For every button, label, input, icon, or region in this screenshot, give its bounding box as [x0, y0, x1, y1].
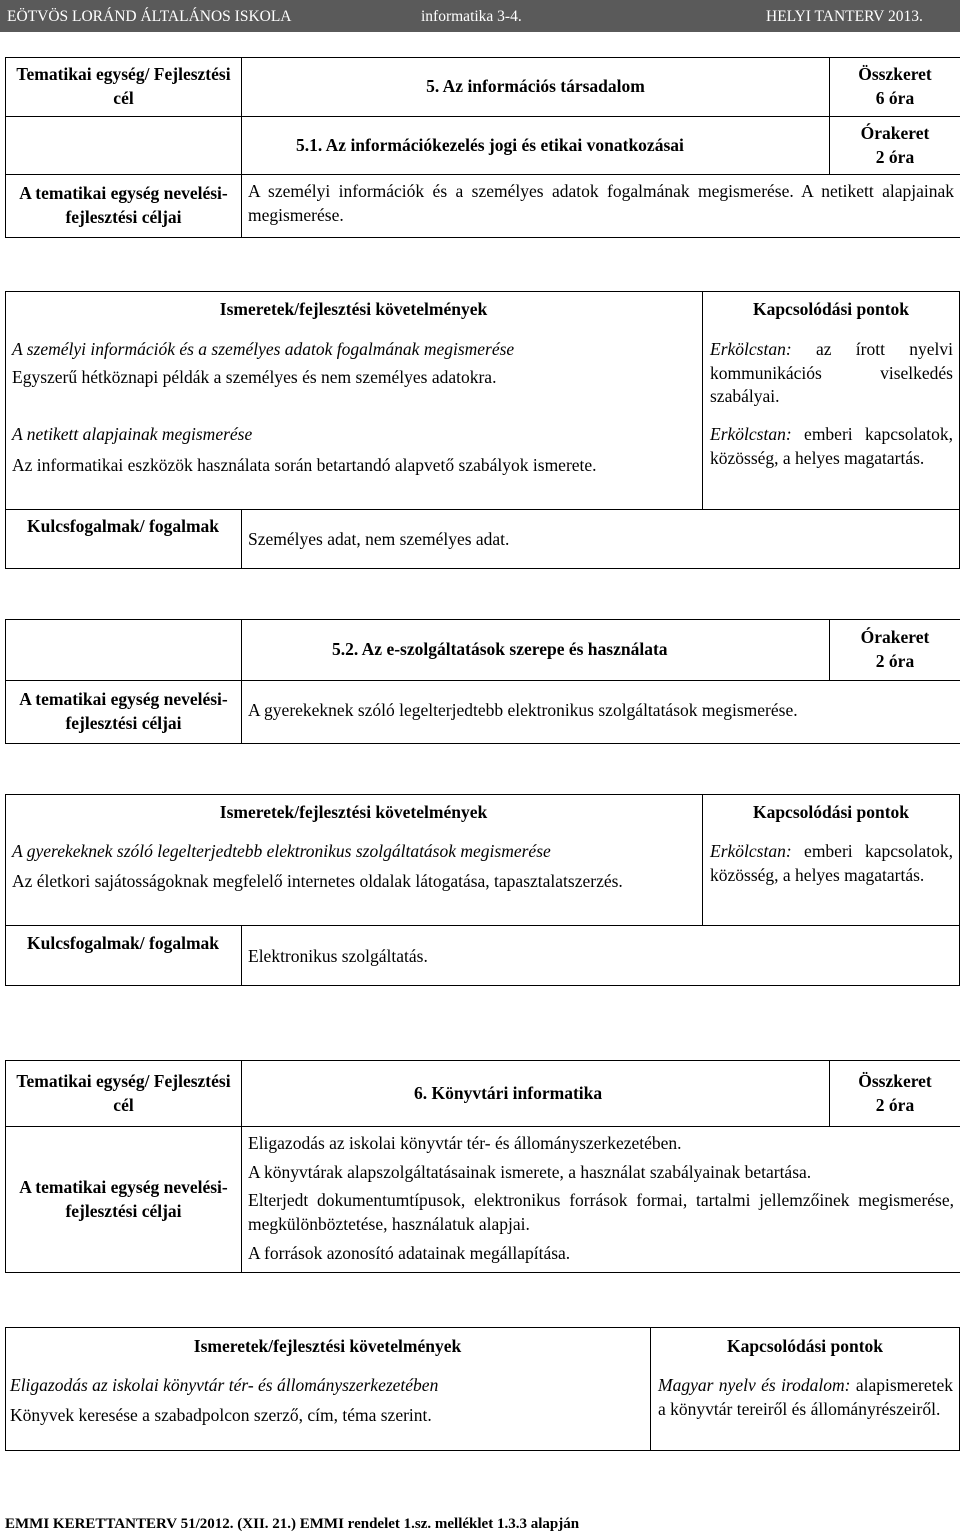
section-5-2-table — [5, 619, 960, 744]
page-footer: EMMI KERETTANTERV 51/2012. (XII. 21.) EMMI rendelet 1.sz. melléklet 1.3.3 alapján — [5, 1516, 580, 1532]
req-header: Ismeretek/fejlesztési követelmények — [219, 802, 488, 822]
goal-item: A források azonosító adatainak megállapítása. — [248, 1242, 571, 1263]
connection-item — [710, 338, 953, 409]
connection-item — [710, 840, 953, 887]
total-hours: 2 óra — [875, 1094, 915, 1115]
total-hours-cell — [830, 58, 960, 117]
section-6-table — [5, 1060, 960, 1273]
section-title: 5. Az információs társadalom — [242, 58, 830, 117]
total-label: Összkeret — [858, 1070, 932, 1091]
key-concepts-label: Kulcsfogalmak/ fogalmak — [26, 933, 220, 953]
req-item-text: Könyvek keresése a szabadpolcon szerző, cím, téma szerint. — [10, 1405, 432, 1425]
connection-subject: Magyar nyelv és irodalom: — [658, 1375, 851, 1395]
connection-text: az írott nyelvi kommunikációs viselkedés szabályai. — [710, 339, 953, 407]
subsection-title: 5.1. Az információkezelés jogi és etikai vonatkozásai — [242, 117, 830, 175]
total-hours: 6 óra — [875, 88, 915, 108]
conn-header: Kapcsolódási pontok — [752, 299, 910, 319]
conn-header: Kapcsolódási pontok — [752, 802, 910, 822]
goal-label: A tematikai egység nevelési-fejlesztési céljai — [6, 175, 242, 238]
req-item-text: Az életkori sajátosságoknak megfelelő internetes oldalak látogatása, tapasztalatszerzés. — [12, 871, 623, 891]
total-hours-cell — [830, 1061, 960, 1127]
goal-label: A tematikai egység nevelési-fejlesztési céljai — [6, 681, 242, 744]
key-concepts-text: Személyes adat, nem személyes adat. — [248, 529, 510, 549]
req-item-text: Az informatikai eszközök használata során betartandó alapvető szabályok ismerete. — [12, 455, 597, 475]
goal-text: A személyi információk és a személyes adatok fogalmának megismerése. A netikett alapjainak megismerése. — [242, 175, 960, 238]
goal-item: A könyvtárak alapszolgáltatásainak ismerete, a használat szabályainak betartása. — [248, 1161, 812, 1182]
hours-cell — [830, 117, 960, 175]
section-title: 6. Könyvtári informatika — [242, 1061, 830, 1127]
connection-text: alapismeretek a könyvtár tereiről és állományrészeiről. — [658, 1375, 953, 1419]
goal-item: Elterjedt dokumentumtípusok, elektronikus források formai, tartalmi jellemzőinek megismerése, megkülönböztetése, használatuk alapjai. — [248, 1190, 954, 1234]
req-item-title: A gyerekeknek szóló legelterjedtebb elektronikus szolgáltatások megismerése — [12, 841, 551, 861]
theme-label: Tematikai egység/ Fejlesztési cél — [6, 58, 242, 117]
key-concepts-label: Kulcsfogalmak/ fogalmak — [26, 516, 220, 536]
goal-item: Eligazodás az iskolai könyvtár tér- és állományszerkezetében. — [248, 1133, 682, 1153]
req-header: Ismeretek/fejlesztési követelmények — [219, 299, 488, 319]
goal-text: A gyerekeknek szóló legelterjedtebb elektronikus szolgáltatások megismerése. — [242, 681, 960, 744]
hours-label: Órakeret — [860, 627, 930, 648]
goal-label: A tematikai egység nevelési-fejlesztési céljai — [6, 1127, 242, 1273]
hours-value: 2 óra — [875, 651, 915, 671]
hours-value: 2 óra — [875, 146, 915, 167]
subject-label: informatika 3-4. — [421, 8, 522, 25]
goal-list — [242, 1127, 960, 1273]
conn-header: Kapcsolódási pontok — [726, 1336, 884, 1356]
req-item-title: A személyi információk és a személyes adatok fogalmának megismerése — [12, 339, 515, 359]
hours-cell — [830, 620, 960, 681]
connection-subject: Erkölcstan: — [710, 424, 792, 444]
connection-subject: Erkölcstan: — [710, 339, 792, 359]
connection-text: emberi kapcsolatok, közösség, a helyes magatartás. — [710, 424, 953, 468]
section-5-header-table — [5, 57, 960, 238]
req-item-title: Eligazodás az iskolai könyvtár tér- és állományszerkezetében — [10, 1375, 439, 1395]
req-item-title: A netikett alapjainak megismerése — [12, 424, 253, 444]
connection-subject: Erkölcstan: — [710, 841, 792, 861]
total-label: Összkeret — [858, 64, 932, 85]
connection-item — [710, 423, 953, 470]
page-header — [0, 0, 960, 32]
req-header: Ismeretek/fejlesztési követelmények — [193, 1336, 462, 1356]
subsection-title: 5.2. Az e-szolgáltatások szerepe és használata — [242, 620, 830, 681]
school-name: EÖTVÖS LORÁND ÁLTALÁNOS ISKOLA — [7, 8, 292, 25]
connection-item — [658, 1374, 953, 1421]
key-concepts-text: Elektronikus szolgáltatás. — [248, 946, 428, 966]
hours-label: Órakeret — [860, 122, 930, 143]
connection-text: emberi kapcsolatok, közösség, a helyes magatartás. — [710, 841, 953, 885]
theme-label: Tematikai egység/ Fejlesztési cél — [6, 1061, 242, 1127]
req-item-text: Egyszerű hétköznapi példák a személyes és nem személyes adatokra. — [12, 367, 497, 387]
curriculum-label: HELYI TANTERV 2013. — [766, 8, 923, 25]
